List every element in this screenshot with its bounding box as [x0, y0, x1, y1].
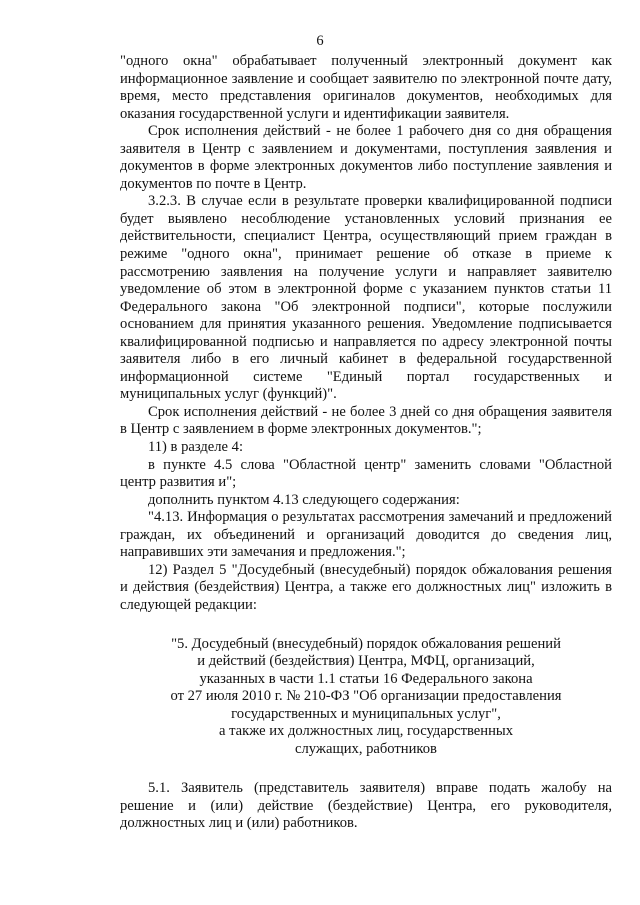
document-body [120, 53, 612, 833]
section-heading-line: государственных и муниципальных услуг", [231, 705, 501, 722]
paragraph-8: "4.13. Информация о результатах рассмотрения замечаний и предложений граждан, их объединений и организаций доводится до сведения лиц, направивших эти замечания и предложения."; [120, 509, 612, 561]
paragraph-2: Срок исполнения действий - не более 1 рабочего дня со дня обращения заявителя в Центр с заявлением и документами, поступления заявления и документов в форме электронных документов либо поступление заявления и документов по почте в Центр. [120, 123, 612, 192]
section-heading-line: указанных в части 1.1 статьи 16 Федерального закона [199, 670, 533, 687]
paragraph-1: "одного окна" обрабатывает полученный электронный документ как информационное заявление и сообщает заявителю по электронной почте дату, время, место представления оригиналов документов, необходимых для оказания государственной услуги и идентификации заявителя. [120, 53, 612, 122]
section-heading-line: "5. Досудебный (внесудебный) порядок обжалования решений [171, 635, 561, 652]
page-number: 6 [316, 33, 324, 49]
paragraph-10: 5.1. Заявитель (представитель заявителя) вправе подать жалобу на решение и (или) действие (бездействие) Центра, его руководителя, должностных лиц и (или) работников. [120, 780, 612, 832]
section-heading [120, 636, 612, 759]
paragraph-4: Срок исполнения действий - не более 3 дней со дня обращения заявителя в Центр с заявлением в форме электронных документов."; [120, 403, 612, 438]
paragraph-5: 11) в разделе 4: [148, 439, 244, 456]
paragraph-3: 3.2.3. В случае если в результате проверки квалифицированной подписи будет выявлено несоблюдение установленных условий признания ее действительности, специалист Центра, осуществляющий прием граждан в режиме "одного окна", принимает решение об отказе в приеме к рассмотрению заявления на получение услуги и направляет заявителю уведомление об этом в электронной форме с указанием пунктов статьи 11 Федерального закона "Об электронной подписи", которые послужили основанием для принятия указанного решения. Уведомление подписывается квалифицированной подписью и направляется по адресу электронной почты заявителя либо в его личный кабинет в федеральной государственной информационной системе "Единый портал государственных и муниципальных услуг (функций)". [120, 193, 612, 403]
section-heading-line: от 27 июля 2010 г. № 210-ФЗ "Об организации предоставления [170, 688, 562, 705]
section-heading-line: и действий (бездействия) Центра, МФЦ, организаций, [197, 653, 535, 670]
section-heading-line: служащих, работников [295, 740, 437, 757]
section-heading-line: а также их должностных лиц, государственных [218, 723, 513, 740]
paragraph-7: дополнить пунктом 4.13 следующего содержания: [148, 491, 460, 508]
paragraph-6: в пункте 4.5 слова "Областной центр" заменить словами "Областной центр развития и"; [120, 456, 612, 491]
paragraph-9: 12) Раздел 5 "Досудебный (внесудебный) порядок обжалования решения и действия (бездействия) Центра, а также его должностных лиц" изложить в следующей редакции: [120, 561, 612, 613]
